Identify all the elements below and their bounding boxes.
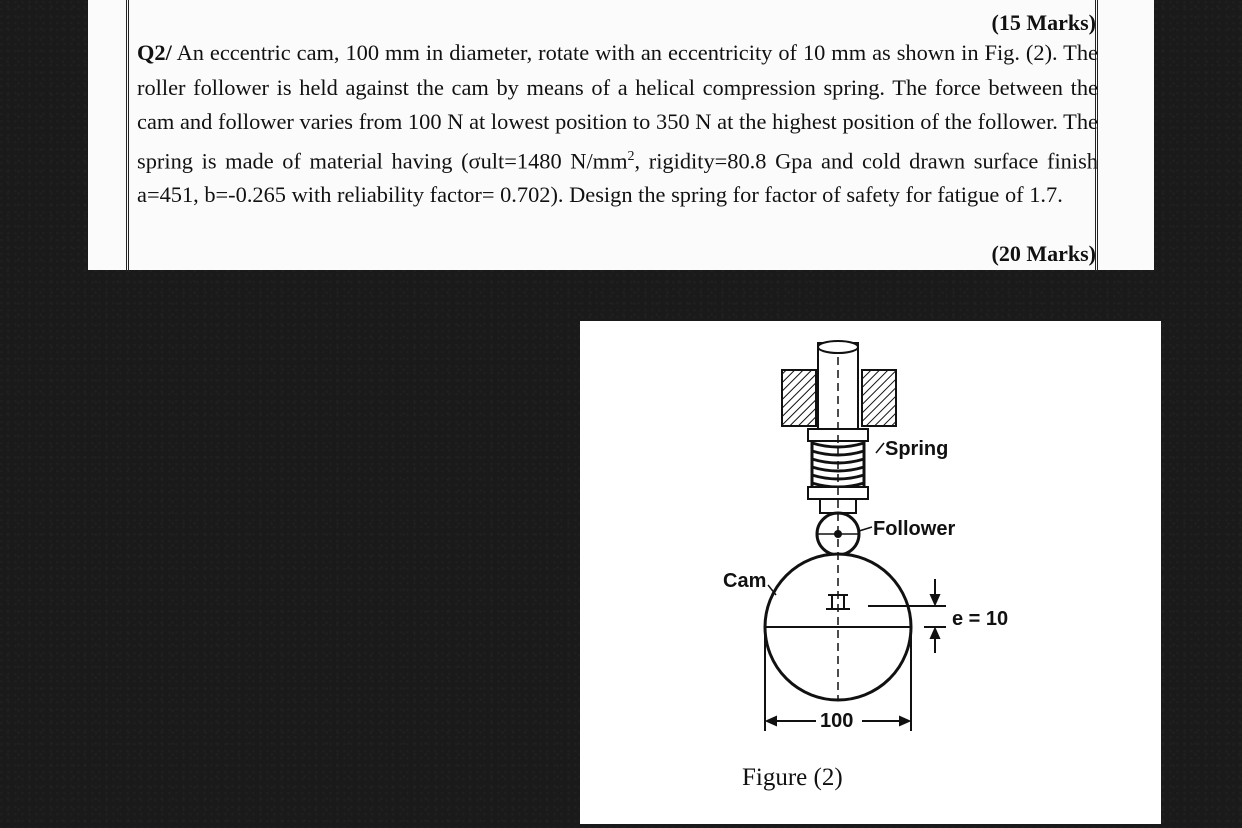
follower-label: Follower — [873, 518, 956, 540]
question-panel — [88, 0, 1154, 270]
diameter-label: 100 — [820, 710, 854, 732]
cam-label: Cam — [723, 570, 767, 592]
eccentricity-label: e = 10 — [952, 608, 1009, 630]
previous-marks: (15 Marks) — [991, 10, 1096, 35]
superscript: 2 — [627, 148, 635, 164]
question-marks: (20 Marks) — [991, 241, 1096, 266]
rod-top — [818, 341, 858, 353]
figure-caption: Figure (2) — [742, 764, 843, 791]
question-label: Q2/ — [137, 40, 172, 65]
figure-panel — [580, 321, 1161, 824]
right-guide-block — [862, 370, 896, 426]
question-body-end: , rigidity=80.8 Gpa and cold drawn surface finish a=451, b=-0.265 with reliability factor= 0.702). Design the spring for factor of safety for fatigue of 1.7. — [137, 147, 1098, 208]
cam-follower-diagram — [580, 321, 1161, 824]
left-guide-block — [782, 370, 816, 426]
question-text — [137, 36, 1098, 213]
spring-label: Spring — [885, 438, 949, 460]
question-body: An eccentric cam, 100 mm in diameter, rotate with an eccentricity of 10 mm as shown in Fig. (2). The roller follower is held against the cam by means of a helical compression spring. The force between the cam and follower varies from 100 N at lowest position to 350 N at the highest position of the follower. The spring is made of material having (σult=1480 N/mm — [137, 40, 1098, 173]
